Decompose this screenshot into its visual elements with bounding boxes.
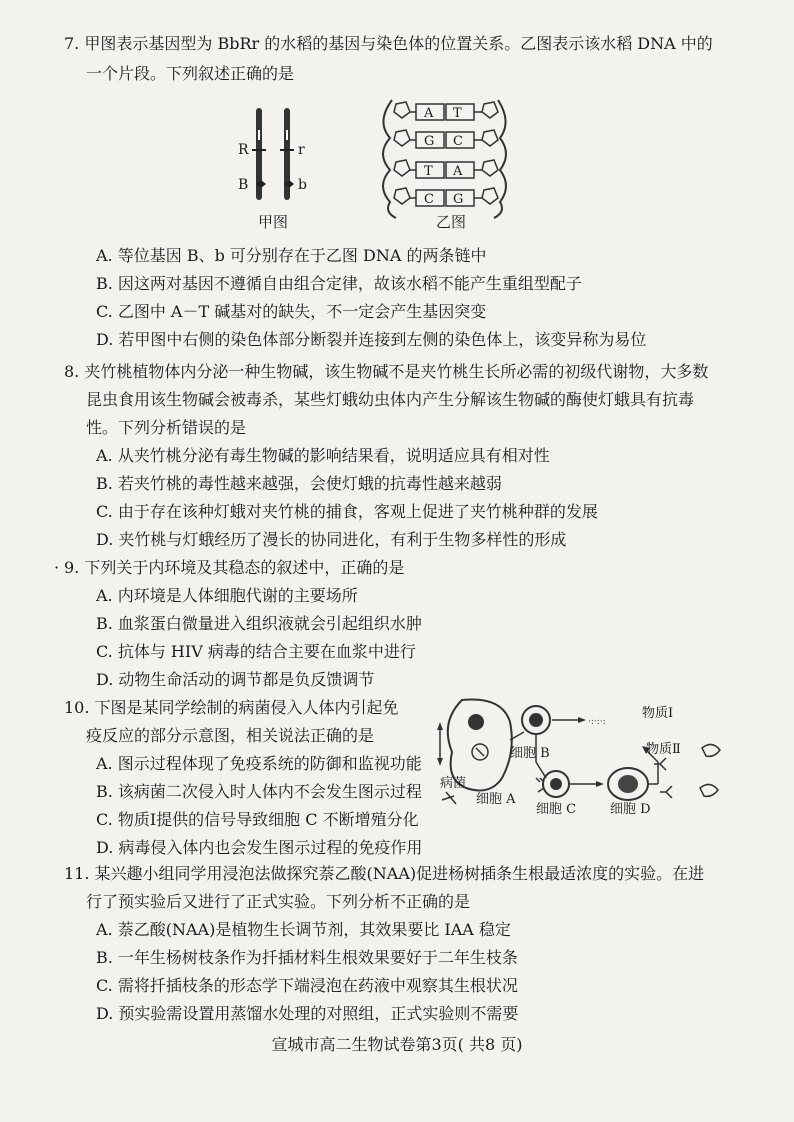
q8-stem-line2: 昆虫食用该生物碱会被毒杀，某些灯蛾幼虫体内产生分解该生物碱的酶使灯蛾具有抗毒 <box>86 390 695 409</box>
gene-label-R: R <box>238 142 249 158</box>
gene-label-B: B <box>238 177 249 193</box>
q8-option-d: D. 夹竹桃与灯蛾经历了漫长的协同进化，有利于生物多样性的形成 <box>96 530 567 549</box>
q8-option-c: C. 由于存在该种灯蛾对夹竹桃的捕食，客观上促进了夹竹桃种群的发展 <box>96 502 598 521</box>
q10-option-b: B. 该病菌二次侵入时人体内不会发生图示过程 <box>96 782 422 801</box>
base-2-left: G <box>424 134 435 149</box>
label-pathogen: 病菌 <box>440 776 467 791</box>
q9-option-a: A. 内环境是人体细胞代谢的主要场所 <box>96 586 358 605</box>
q7-option-a: A. 等位基因 B、b 可分别存在于乙图 DNA 的两条链中 <box>96 246 487 265</box>
q9-option-b: B. 血浆蛋白微量进入组织液就会引起组织水肿 <box>96 614 422 633</box>
q10-option-d: D. 病毒侵入体内也会发生图示过程的免疫作用 <box>96 838 423 857</box>
figure-yi-caption: 乙图 <box>436 213 467 231</box>
base-1-right: T <box>453 106 462 121</box>
q10-option-a: A. 图示过程体现了免疫系统的防御和监视功能 <box>96 754 422 773</box>
q11-stem-line2: 行了预实验后又进行了正式实验。下列分析不正确的是 <box>86 892 471 911</box>
q11-option-c: C. 需将扦插枝条的形态学下端浸泡在药液中观察其生根状况 <box>96 976 518 995</box>
q7-option-c: C. 乙图中 A－T 碱基对的缺失，不一定会产生基因突变 <box>96 302 487 321</box>
label-cell-d: 细胞 D <box>610 802 651 817</box>
q8-stem-line1: 8. 夹竹桃植物体内分泌一种生物碱，该生物碱不是夹竹桃生长所必需的初级代谢物，大多数 <box>64 362 709 381</box>
q11-option-b: B. 一年生杨树枝条作为扦插材料生根效果要好于二年生枝条 <box>96 948 518 967</box>
q9-option-d: D. 动物生命活动的调节都是负反馈调节 <box>96 670 375 689</box>
label-substance-1: 物质Ⅰ <box>642 706 674 721</box>
label-cell-b: 细胞 B <box>510 746 550 761</box>
figure-jia-caption: 甲图 <box>258 213 289 231</box>
q9-stem: · 9. 下列关于内环境及其稳态的叙述中，正确的是 <box>64 558 404 578</box>
q10-stem-line2: 疫反应的部分示意图，相关说法正确的是 <box>86 726 375 745</box>
svg-text:·:·:·:: ·:·:·: <box>588 717 606 727</box>
q7-option-d: D. 若甲图中右侧的染色体部分断裂并连接到左侧的染色体上，该变异称为易位 <box>96 330 647 349</box>
q11-stem-line1: 11. 某兴趣小组同学用浸泡法做探究萘乙酸(NAA)促进杨树插条生根最适浓度的实验。在进 <box>64 864 705 883</box>
q8-stem-line3: 性。下列分析错误的是 <box>86 418 247 437</box>
q7-option-b: B. 因这两对基因不遵循自由组合定律，故该水稻不能产生重组型配子 <box>96 274 582 293</box>
q7-stem-line2: 一个片段。下列叙述正确的是 <box>86 64 295 83</box>
base-3-right: A <box>453 164 463 179</box>
base-3-left: T <box>424 164 433 179</box>
q11-option-d: D. 预实验需设置用蒸馏水处理的对照组，正式实验则不需要 <box>96 1004 519 1023</box>
base-4-right: G <box>453 192 464 207</box>
label-cell-a: 细胞 A <box>476 792 516 807</box>
q11-option-a: A. 萘乙酸(NAA)是植物生长调节剂，其效果要比 IAA 稳定 <box>96 920 511 939</box>
gene-label-r: r <box>298 142 305 158</box>
base-2-right: C <box>453 134 463 149</box>
q7-stem-line1: 7. 甲图表示基因型为 BbRr 的水稻的基因与染色体的位置关系。乙图表示该水稻 DNA 中的 <box>64 34 713 53</box>
q10-stem-line1: 10. 下图是某同学绘制的病菌侵入人体内引起免 <box>64 698 399 717</box>
q7-figure-jia <box>230 100 320 230</box>
q7-figure-yi <box>372 92 522 224</box>
label-substance-2: 物质Ⅱ <box>646 742 681 757</box>
page-footer: 宣城市高二生物试卷第3页( 共8 页) <box>271 1035 523 1054</box>
q8-option-b: B. 若夹竹桃的毒性越来越强，会使灯蛾的抗毒性越来越弱 <box>96 474 502 493</box>
q8-option-a: A. 从夹竹桃分泌有毒生物碱的影响结果看，说明适应具有相对性 <box>96 446 550 465</box>
base-4-left: C <box>424 192 434 207</box>
q9-option-c: C. 抗体与 HIV 病毒的结合主要在血浆中进行 <box>96 642 416 661</box>
base-1-left: A <box>424 106 434 121</box>
q10-option-c: C. 物质Ⅰ提供的信号导致细胞 C 不断增殖分化 <box>96 810 419 829</box>
label-cell-c: 细胞 C <box>536 802 577 817</box>
gene-label-b: b <box>298 177 307 193</box>
